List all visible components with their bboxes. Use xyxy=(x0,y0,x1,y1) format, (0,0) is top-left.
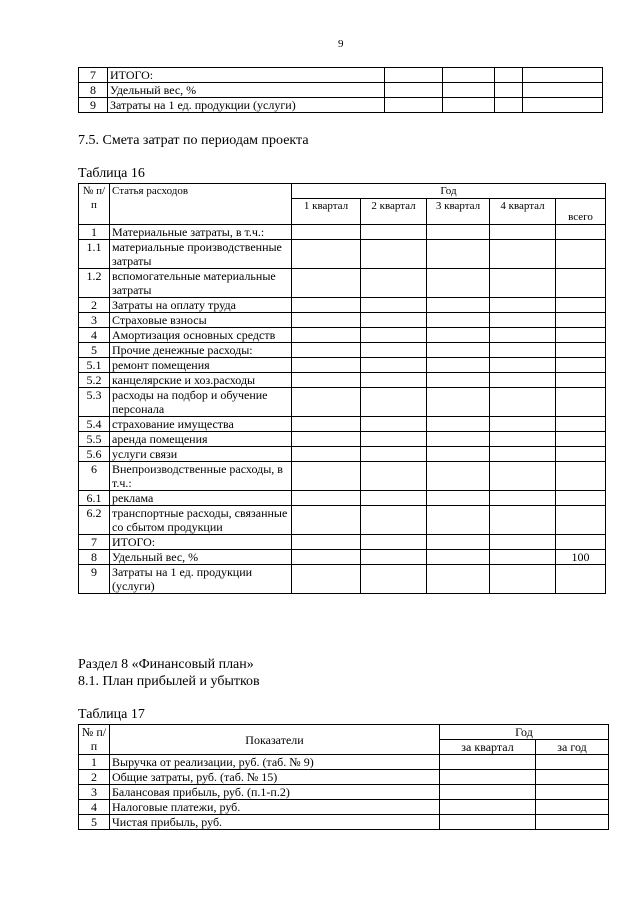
table-row xyxy=(79,417,606,432)
cell xyxy=(490,535,556,550)
table-row xyxy=(79,535,606,550)
row-total xyxy=(556,373,606,388)
table-row xyxy=(79,565,606,594)
row-num: 5.1 xyxy=(79,358,110,373)
row-num: 9 xyxy=(79,565,110,594)
section-heading: Раздел 8 «Финансовый план» xyxy=(78,657,254,672)
cell xyxy=(361,240,427,269)
cell xyxy=(427,240,490,269)
cell xyxy=(292,550,361,565)
cell xyxy=(361,269,427,298)
cost-estimate-table xyxy=(78,183,606,594)
header-q4: 4 квартал xyxy=(490,199,556,225)
header-quarter: за квартал xyxy=(440,740,536,755)
cell xyxy=(361,343,427,358)
cell xyxy=(490,506,556,535)
cell xyxy=(427,343,490,358)
cell xyxy=(490,269,556,298)
cell xyxy=(427,417,490,432)
cell xyxy=(427,432,490,447)
row-num: 2 xyxy=(79,298,110,313)
cell xyxy=(292,506,361,535)
row-total xyxy=(556,343,606,358)
row-label: Страховые взносы xyxy=(110,313,292,328)
cell xyxy=(490,417,556,432)
table-row xyxy=(79,68,603,83)
row-label: материальные производственные затраты xyxy=(110,240,292,269)
row-label: канцелярские и хоз.расходы xyxy=(110,373,292,388)
cell xyxy=(490,388,556,417)
row-label: услуги связи xyxy=(110,447,292,462)
cell xyxy=(440,755,536,770)
table-row xyxy=(79,815,609,830)
subsection-heading: 8.1. План прибылей и убытков xyxy=(78,674,260,689)
row-num: 5.6 xyxy=(79,447,110,462)
row-label: ИТОГО: xyxy=(108,68,385,83)
row-label: страхование имущества xyxy=(110,417,292,432)
cell xyxy=(292,373,361,388)
table-row xyxy=(79,343,606,358)
cell xyxy=(490,240,556,269)
row-label: транспортные расходы, связанные со сбытом продукции xyxy=(110,506,292,535)
header-item: Статья расходов xyxy=(110,184,292,225)
cell xyxy=(427,506,490,535)
row-label: ремонт помещения xyxy=(110,358,292,373)
cell xyxy=(427,269,490,298)
table-row xyxy=(79,388,606,417)
cell xyxy=(292,447,361,462)
row-label: Затраты на 1 ед. продукции (услуги) xyxy=(108,98,385,113)
profit-loss-table xyxy=(78,724,609,830)
row-label: Затраты на 1 ед. продукции (услуги) xyxy=(110,565,292,594)
table-row xyxy=(79,269,606,298)
row-total xyxy=(556,462,606,491)
header-q2: 2 квартал xyxy=(361,199,427,225)
cell xyxy=(490,225,556,240)
cell xyxy=(292,491,361,506)
table-row xyxy=(79,373,606,388)
header-q3: 3 квартал xyxy=(427,199,490,225)
cell xyxy=(427,491,490,506)
table-row xyxy=(79,770,609,785)
row-num: 7 xyxy=(79,535,110,550)
top-table xyxy=(78,67,603,113)
table-row xyxy=(79,800,609,815)
cell xyxy=(361,491,427,506)
cell xyxy=(536,800,609,815)
table-row xyxy=(79,447,606,462)
cell xyxy=(536,755,609,770)
row-num: 5 xyxy=(79,343,110,358)
cell xyxy=(292,313,361,328)
cell xyxy=(292,328,361,343)
row-label: реклама xyxy=(110,491,292,506)
row-label: расходы на подбор и обучение персонала xyxy=(110,388,292,417)
cell xyxy=(427,358,490,373)
cell xyxy=(292,565,361,594)
cell xyxy=(361,358,427,373)
row-num: 2 xyxy=(79,770,110,785)
cell xyxy=(361,506,427,535)
row-label: Налоговые платежи, руб. xyxy=(110,800,440,815)
row-total xyxy=(556,447,606,462)
cell xyxy=(361,225,427,240)
table-row xyxy=(79,785,609,800)
cell xyxy=(361,328,427,343)
cell xyxy=(361,373,427,388)
row-num: 3 xyxy=(79,785,110,800)
cell xyxy=(292,417,361,432)
table-row xyxy=(79,298,606,313)
cell xyxy=(361,535,427,550)
row-label: Затраты на оплату труда xyxy=(110,298,292,313)
cell xyxy=(427,313,490,328)
cell xyxy=(292,225,361,240)
cell xyxy=(490,462,556,491)
cell xyxy=(536,770,609,785)
row-label: Удельный вес, % xyxy=(110,550,292,565)
table-row xyxy=(79,755,609,770)
cell xyxy=(361,565,427,594)
row-num: 6.2 xyxy=(79,506,110,535)
cell xyxy=(427,550,490,565)
row-total xyxy=(556,225,606,240)
row-num: 4 xyxy=(79,800,110,815)
cell xyxy=(292,298,361,313)
row-label: Прочие денежные расходы: xyxy=(110,343,292,358)
cell xyxy=(427,298,490,313)
header-yeartotal: за год xyxy=(536,740,609,755)
cell xyxy=(427,225,490,240)
cell xyxy=(361,462,427,491)
table-row xyxy=(79,491,606,506)
cell xyxy=(490,550,556,565)
row-label: ИТОГО: xyxy=(110,535,292,550)
cell xyxy=(490,373,556,388)
header-year: Год xyxy=(440,725,609,740)
cell xyxy=(292,388,361,417)
cell xyxy=(292,432,361,447)
cell xyxy=(490,491,556,506)
row-num: 3 xyxy=(79,313,110,328)
cell xyxy=(361,298,427,313)
cell xyxy=(361,432,427,447)
cell xyxy=(440,785,536,800)
row-label: Чистая прибыль, руб. xyxy=(110,815,440,830)
table-row xyxy=(79,432,606,447)
cell xyxy=(361,550,427,565)
row-label: Материальные затраты, в т.ч.: xyxy=(110,225,292,240)
cell xyxy=(490,328,556,343)
row-total xyxy=(556,491,606,506)
page-number: 9 xyxy=(338,38,344,50)
table-row xyxy=(79,358,606,373)
row-num: 1.2 xyxy=(79,269,110,298)
cell xyxy=(427,535,490,550)
section-heading: 7.5. Смета затрат по периодам проекта xyxy=(78,133,309,148)
cell xyxy=(292,535,361,550)
cell xyxy=(490,298,556,313)
row-label: аренда помещения xyxy=(110,432,292,447)
table-row xyxy=(79,462,606,491)
row-num: 8 xyxy=(79,550,110,565)
row-num: 1 xyxy=(79,225,110,240)
cell xyxy=(361,417,427,432)
cell xyxy=(292,358,361,373)
cell xyxy=(292,462,361,491)
row-total xyxy=(556,313,606,328)
row-total xyxy=(556,535,606,550)
header-num: № п/п xyxy=(79,725,110,755)
header-indicators: Показатели xyxy=(110,725,440,755)
cell xyxy=(490,447,556,462)
cell xyxy=(427,388,490,417)
row-total xyxy=(556,269,606,298)
row-num: 8 xyxy=(79,83,108,98)
table-row xyxy=(79,506,606,535)
cell xyxy=(490,358,556,373)
row-total xyxy=(556,565,606,594)
row-total xyxy=(556,328,606,343)
cell xyxy=(490,432,556,447)
row-total xyxy=(556,298,606,313)
table-row xyxy=(79,225,606,240)
cell xyxy=(490,313,556,328)
cell xyxy=(536,785,609,800)
row-total xyxy=(556,417,606,432)
row-num: 5.2 xyxy=(79,373,110,388)
header-total: всего xyxy=(556,199,606,225)
row-num: 7 xyxy=(79,68,108,83)
cell xyxy=(427,447,490,462)
row-num: 6 xyxy=(79,462,110,491)
row-total xyxy=(556,506,606,535)
cell xyxy=(292,269,361,298)
cell xyxy=(490,343,556,358)
row-total xyxy=(556,358,606,373)
row-total: 100 xyxy=(556,550,606,565)
row-num: 5.4 xyxy=(79,417,110,432)
table-caption: Таблица 16 xyxy=(78,166,145,181)
cell xyxy=(427,565,490,594)
row-label: Внепроизводственные расходы, в т.ч.: xyxy=(110,462,292,491)
cell xyxy=(440,815,536,830)
row-label: Амортизация основных средств xyxy=(110,328,292,343)
cell xyxy=(427,373,490,388)
header-year: Год xyxy=(292,184,606,199)
row-label: Общие затраты, руб. (таб. № 15) xyxy=(110,770,440,785)
row-num: 5.5 xyxy=(79,432,110,447)
row-num: 1.1 xyxy=(79,240,110,269)
cell xyxy=(440,800,536,815)
cell xyxy=(292,343,361,358)
row-label: вспомогательные материальные затраты xyxy=(110,269,292,298)
row-label: Удельный вес, % xyxy=(108,83,385,98)
table-row xyxy=(79,550,606,565)
table-row xyxy=(79,328,606,343)
table-row xyxy=(79,83,603,98)
row-label: Выручка от реализации, руб. (таб. № 9) xyxy=(110,755,440,770)
row-num: 4 xyxy=(79,328,110,343)
cell xyxy=(440,770,536,785)
row-num: 5 xyxy=(79,815,110,830)
row-num: 9 xyxy=(79,98,108,113)
cell xyxy=(536,815,609,830)
table-row xyxy=(79,98,603,113)
row-total xyxy=(556,432,606,447)
row-num: 5.3 xyxy=(79,388,110,417)
cell xyxy=(361,447,427,462)
cell xyxy=(361,313,427,328)
row-label: Балансовая прибыль, руб. (п.1-п.2) xyxy=(110,785,440,800)
table-caption: Таблица 17 xyxy=(78,707,145,722)
cell xyxy=(292,240,361,269)
header-q1: 1 квартал xyxy=(292,199,361,225)
cell xyxy=(427,462,490,491)
cell xyxy=(361,388,427,417)
row-total xyxy=(556,240,606,269)
cell xyxy=(490,565,556,594)
row-num: 1 xyxy=(79,755,110,770)
row-total xyxy=(556,388,606,417)
table-row xyxy=(79,240,606,269)
cell xyxy=(427,328,490,343)
header-num: № п/п xyxy=(79,184,110,225)
row-num: 6.1 xyxy=(79,491,110,506)
table-row xyxy=(79,313,606,328)
